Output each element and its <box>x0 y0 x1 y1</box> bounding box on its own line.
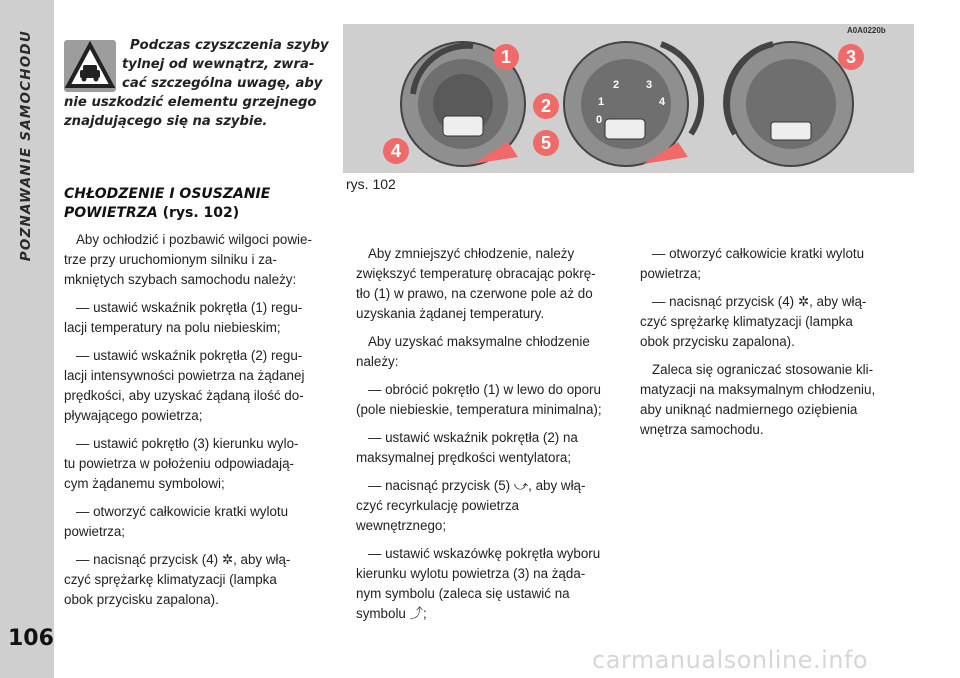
callout-3-label: 3 <box>845 47 856 67</box>
text-line: — otworzyć całkowicie kratki wylotu <box>76 504 289 519</box>
section-title <box>6 30 46 630</box>
callout-5 <box>533 130 559 156</box>
callout-2-label: 2 <box>540 96 551 116</box>
text-line: matyzacji na maksymalnym chłodzeniu, <box>640 382 876 397</box>
text-line: zwiększyć temperaturę obracając pokrę- <box>356 266 596 281</box>
heading-line2: POWIETRZA <box>64 205 158 221</box>
dial-number: 4 <box>659 96 666 108</box>
text-line: tu powietrza w położeniu odpowiadają- <box>64 456 295 471</box>
callout-2 <box>533 93 559 119</box>
warning-line: Podczas czyszczenia szyby <box>130 38 329 53</box>
column-3 <box>640 244 900 440</box>
text-line: aby uniknąć nadmiernego oziębienia <box>640 402 858 417</box>
dial-number: 0 <box>596 114 603 126</box>
text-line: czyć recyrkulację powietrza wewnętrznego; <box>356 498 519 533</box>
text-line: Aby zmniejszyć chłodzenie, należy <box>368 246 575 261</box>
text-line: — otworzyć całkowicie kratki wylotu <box>652 246 865 261</box>
text-line: — ustawić wskaźnik pokrętła (2) na <box>368 430 578 445</box>
heading-line1: CHŁODZENIE I OSUSZANIE <box>64 186 271 202</box>
text-line: wnętrza samochodu. <box>640 422 764 437</box>
climate-panel-illustration <box>343 24 914 173</box>
text-line: powietrza; <box>64 524 126 539</box>
text-line: kierunku wylotu powietrza (3) na żąda- <box>356 566 586 581</box>
page-number: 106 <box>8 626 54 651</box>
warning-line: tylnej od wewnątrz, zwra- <box>122 57 315 72</box>
callout-3 <box>838 44 864 70</box>
car-warning-icon <box>64 40 116 92</box>
dial-number: 1 <box>598 96 605 108</box>
sidebar <box>0 0 54 678</box>
text-line: obok przycisku zapalona). <box>64 592 219 607</box>
text-line: maksymalnej prędkości wentylatora; <box>356 450 572 465</box>
text-line: — ustawić wskaźnik pokrętła (1) regu- <box>76 300 303 315</box>
text-line: powietrza; <box>640 266 702 281</box>
callout-4 <box>383 138 409 164</box>
section-heading <box>64 185 270 223</box>
column-1 <box>64 230 320 610</box>
section-title-text: POZNAWANIE SAMOCHODU <box>18 30 34 262</box>
text-line: obok przycisku zapalona). <box>640 334 795 349</box>
text-line: — nacisnąć przycisk (4) ✲, aby włą- <box>652 294 867 309</box>
text-line: prędkości, aby uzyskać żądaną ilość do- <box>64 388 304 403</box>
warning-line: cać szczególna uwagę, aby <box>122 76 323 91</box>
heading-ref: (rys. 102) <box>162 205 240 221</box>
text-line: lacji temperatury na polu niebieskim; <box>64 320 281 335</box>
text-line: — ustawić wskazówkę pokrętła wyboru <box>368 546 601 561</box>
warning-line: nie uszkodzić elementu grzejnego <box>64 95 317 110</box>
watermark: carmanualsonline.info <box>592 646 869 674</box>
text-line: — nacisnąć przycisk (4) ✲, aby włą- <box>76 552 291 567</box>
text-line: (pole niebieskie, temperatura minimalna); <box>356 402 602 417</box>
text-line: — obrócić pokrętło (1) w lewo do oporu <box>368 382 601 397</box>
text-line: Zaleca się ograniczać stosowanie kli- <box>652 362 874 377</box>
text-line: Aby ochłodzić i pozbawić wilgoci powie- <box>76 232 312 247</box>
figure-code: A0A0220b <box>847 26 886 35</box>
text-line: lacji intensywności powietrza na żądanej <box>64 368 305 383</box>
callout-1 <box>493 44 519 70</box>
text-line: cym żądanemu symbolowi; <box>64 476 225 491</box>
text-line: — ustawić wskaźnik pokrętła (2) regu- <box>76 348 303 363</box>
text-line: — nacisnąć przycisk (5) ⤻, aby włą- <box>368 478 586 493</box>
text-line: pływającego powietrza; <box>64 408 203 423</box>
callout-4-label: 4 <box>390 141 401 161</box>
text-line: czyć sprężarkę klimatyzacji (lampka <box>640 314 853 329</box>
figure-caption: rys. 102 <box>346 176 396 192</box>
text-line: mkniętych szybach samochodu należy: <box>64 272 297 287</box>
text-line: czyć sprężarkę klimatyzacji (lampka <box>64 572 277 587</box>
warning-line: znajdującego się na szybie. <box>64 114 268 129</box>
text-line: nym symbolu (zaleca się ustawić na <box>356 586 570 601</box>
dial-number: 2 <box>613 79 620 91</box>
text-line: symbolu ⤴; <box>356 606 427 621</box>
text-line: uzyskania żądanej temperatury. <box>356 306 545 321</box>
text-line: należy: <box>356 354 399 369</box>
text-line: tło (1) w prawo, na czerwone pole aż do <box>356 286 593 301</box>
text-line: — ustawić pokrętło (3) kierunku wylo- <box>76 436 299 451</box>
callout-5-label: 5 <box>540 133 551 153</box>
text-line: Aby uzyskać maksymalne chłodzenie <box>368 334 590 349</box>
text-line: trze przy uruchomionym silniku i za- <box>64 252 277 267</box>
dial-number: 3 <box>646 79 653 91</box>
figure-climate-panel <box>343 24 914 173</box>
column-2 <box>356 244 606 624</box>
callout-1-label: 1 <box>500 47 511 67</box>
